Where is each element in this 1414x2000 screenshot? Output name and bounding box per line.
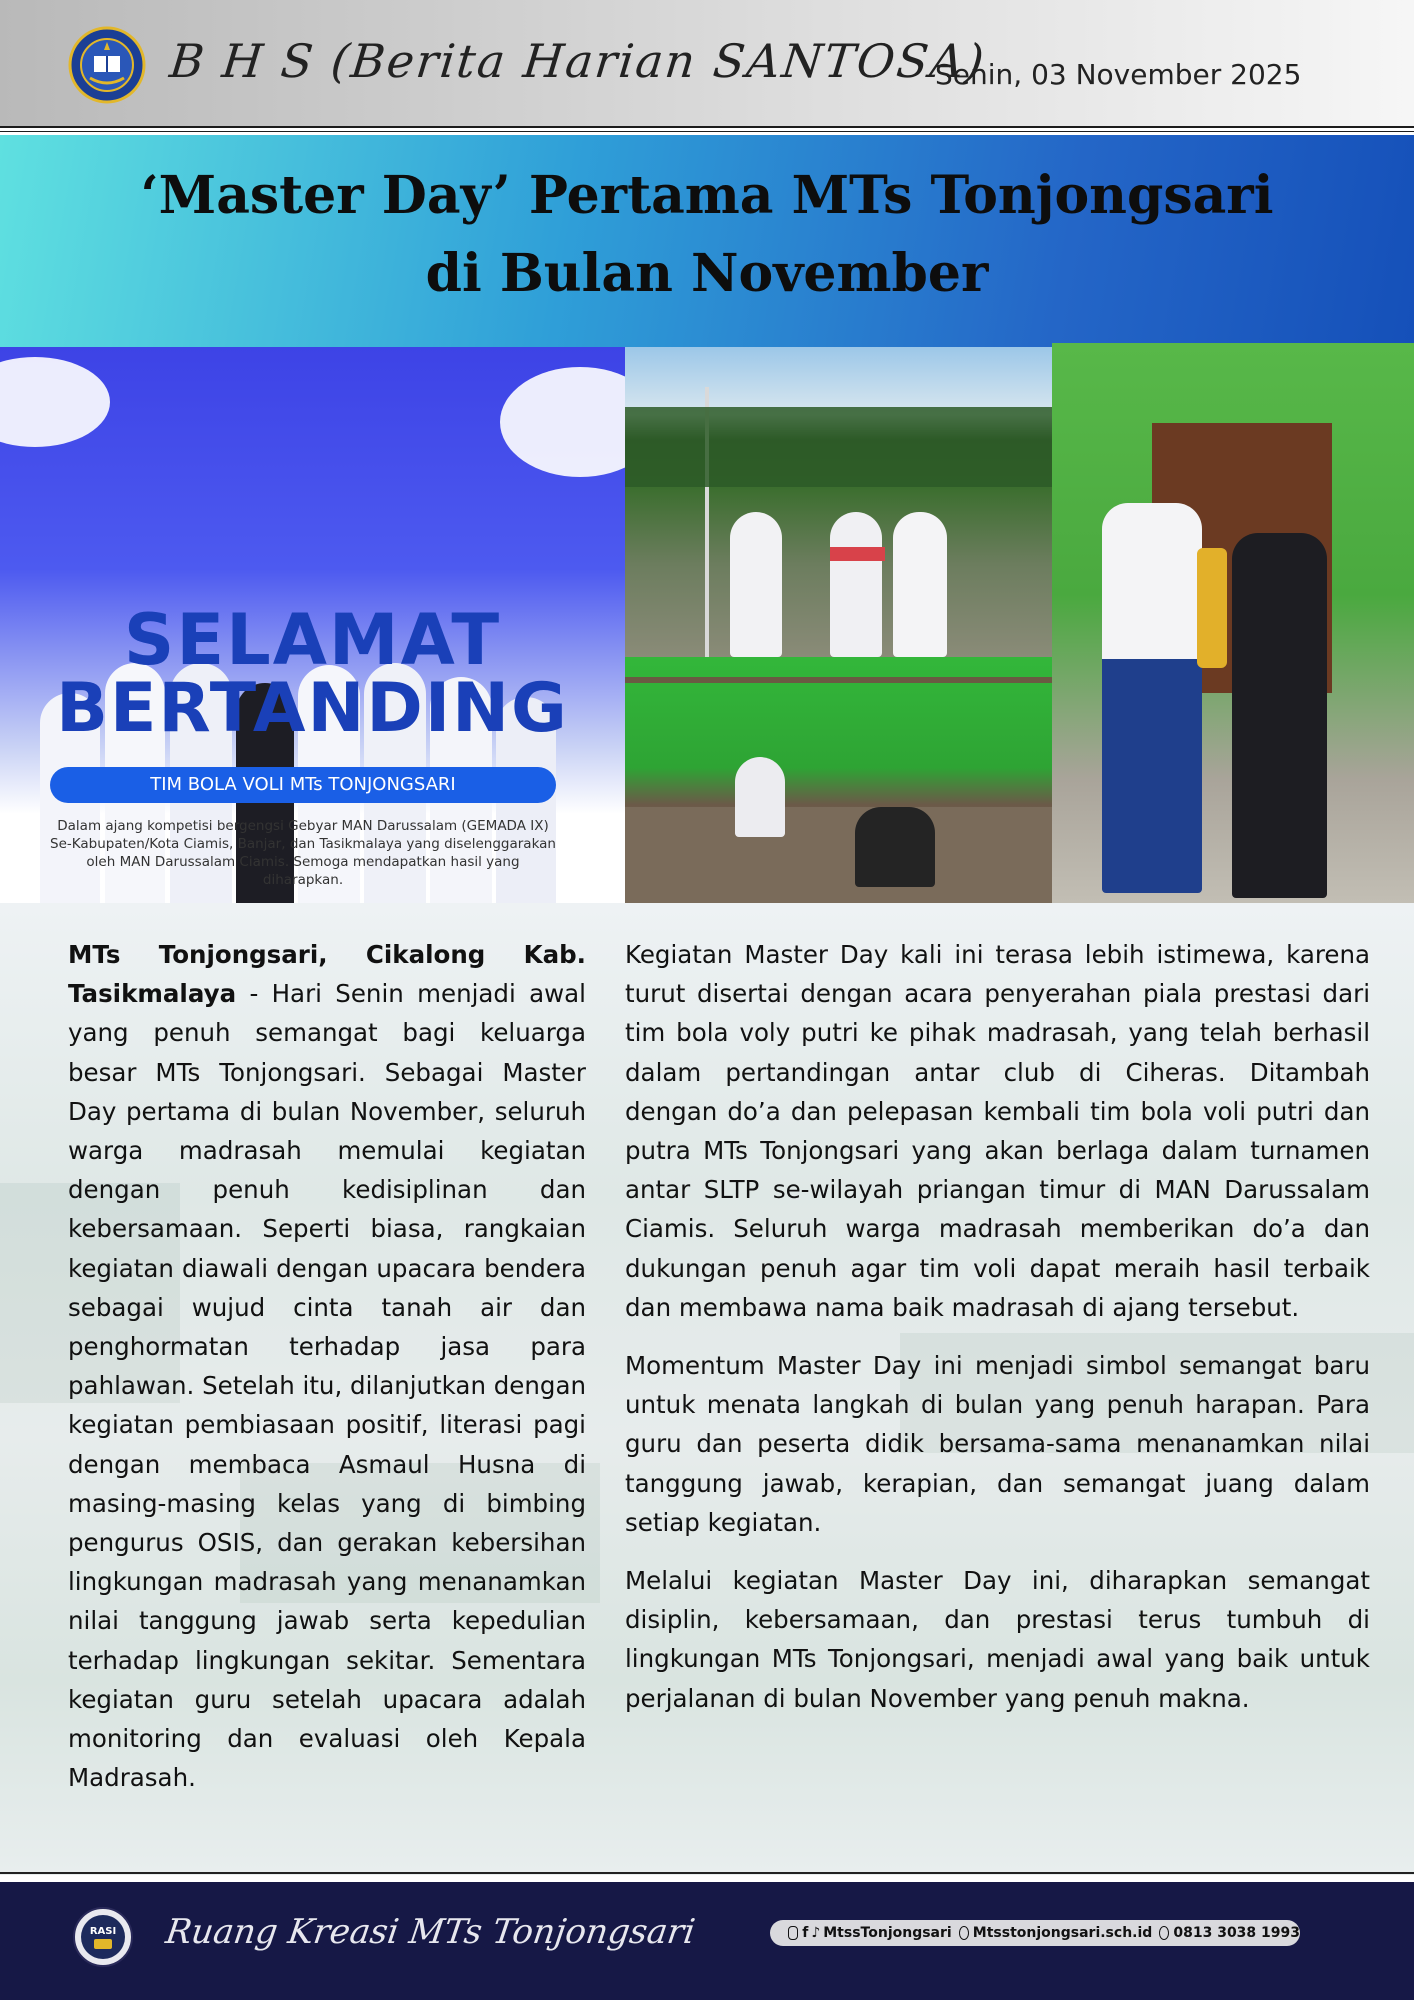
masthead-header [0, 0, 1414, 126]
headline-line-2: di Bulan November [425, 243, 989, 304]
website-link[interactable]: Mtsstonjongsari.sch.id [972, 1925, 1153, 1941]
poster-heading: SELAMAT [123, 599, 502, 681]
masthead-title: B H S (Berita Harian SANTOSA) [167, 34, 989, 88]
madrasah-logo-icon [68, 26, 146, 104]
teacher-figure [1232, 533, 1327, 898]
article-paragraph: Momentum Master Day ini menjadi simbol semangat baru untuk menata langkah di bulan yang penuh harapan. Para guru dan peserta didik bersama-sama menanamkan nilai tanggung jawab, kerapian, dan semangat juang dalam setiap kegiatan. [625, 1351, 1370, 1537]
rasi-logo-text: RASI [89, 1926, 117, 1937]
classroom-literacy-photo [625, 657, 1052, 903]
tiktok-icon: ♪ [811, 1925, 821, 1941]
desks [625, 807, 1052, 903]
student-figure [730, 512, 782, 657]
flag-ceremony-photo [625, 347, 1052, 657]
contact-bar [770, 1920, 1300, 1946]
footer [0, 1882, 1414, 2000]
poster-team-banner: TIM BOLA VOLI MTs TONJONGSARI [50, 767, 556, 803]
backpack [855, 807, 935, 887]
article-paragraph: Melalui kegiatan Master Day ini, diharapkan semangat disiplin, kebersamaan, dan prestasi terus tumbuh di lingkungan MTs Tonjongsari, menjadi awal yang baik untuk perjalanan di bulan November yang penuh makna. [625, 1566, 1370, 1713]
social-handle[interactable]: MtssTonjongsari [823, 1925, 952, 1941]
facebook-icon: f [802, 1925, 809, 1941]
flag [830, 547, 885, 561]
article-lead-paragraph: - Hari Senin menjadi awal yang penuh semangat bagi keluarga besar MTs Tonjongsari. Sebagai Master Day pertama di bulan November, seluruh warga madrasah memulai kegiatan dengan penuh kedisiplinan dan kebersamaan. Seperti biasa, rangkaian kegiatan diawali dengan upacara bendera sebagai wujud cinta tanah air dan penghormatan terhadap jasa para pahlawan. Setelah itu, dilanjutkan dengan kegiatan pembiasaan positif, literasi pagi dengan membaca Asmaul Husna di masing-masing kelas yang di bimbing pengurus OSIS, dan gerakan kebersihan lingkungan madrasah yang menanamkan nilai tanggung jawab serta kepedulian terhadap lingkungan sekitar. Sementara kegiatan guru setelah upacara adalah monitoring dan evaluasi oleh Kepala Madrasah. [68, 979, 587, 1793]
student-figure [830, 512, 882, 657]
footer-divider [0, 1872, 1414, 1874]
phone-number[interactable]: 0813 3038 1993 [1173, 1925, 1301, 1941]
instagram-icon [788, 1926, 798, 1940]
headline-band [0, 135, 1414, 347]
globe-icon [959, 1926, 969, 1940]
phone-icon [1159, 1926, 1169, 1940]
article-paragraph: Kegiatan Master Day kali ini terasa lebih istimewa, karena turut disertai dengan acara penyerahan piala prestasi dari tim bola voly putri ke pihak madrasah, yang telah berhasil dalam pertandingan antar club di Ciheras. Ditambah dengan do’a dan pelepasan kembali tim bola voli putri dan putra MTs Tonjongsari yang akan berlaga dalam turnamen antar SLTP se-wilayah priangan timur di MAN Darussalam Ciamis. Seluruh warga madrasah memberikan do’a dan dukungan penuh agar tim voli dapat meraih hasil terbaik dan membawa nama baik madrasah di ajang tersebut. [625, 940, 1370, 1322]
cloud-decoration [500, 367, 625, 477]
rasi-logo-icon [72, 1906, 134, 1968]
article-column-left [68, 935, 586, 1816]
student-figure [1102, 503, 1202, 893]
header-divider [0, 126, 1414, 128]
tree-line [625, 407, 1052, 487]
student-figure [735, 757, 785, 837]
header-divider-thin [0, 131, 1414, 132]
volleyball-team-poster [0, 347, 625, 903]
poster-heading: BERTANDING [56, 669, 569, 748]
footer-tagline: Ruang Kreasi MTs Tonjongsari [163, 1912, 698, 1952]
article-column-right [625, 935, 1370, 1737]
headline-line-1: ‘Master Day’ Pertama MTs Tonjongsari [140, 165, 1274, 226]
cloud-decoration [0, 357, 110, 447]
trophy [1197, 548, 1227, 668]
poster-description: Dalam ajang kompetisi bergengsi Gebyar MAN Darussalam (GEMADA IX) Se-Kabupaten/Kota Ciamis, Banjar, dan Tasikmalaya yang diselenggarakan oleh MAN Darussalam Ciamis. Semoga mendapatkan hasil yang diharapkan. [50, 818, 556, 888]
shelf [625, 677, 1052, 683]
publication-date: Senin, 03 November 2025 [935, 58, 1302, 91]
student-figure [893, 512, 947, 657]
trophy-handover-photo [1052, 343, 1414, 903]
article-dateline: MTs Tonjongsari, Cikalong Kab. Tasikmalaya [68, 940, 586, 1009]
